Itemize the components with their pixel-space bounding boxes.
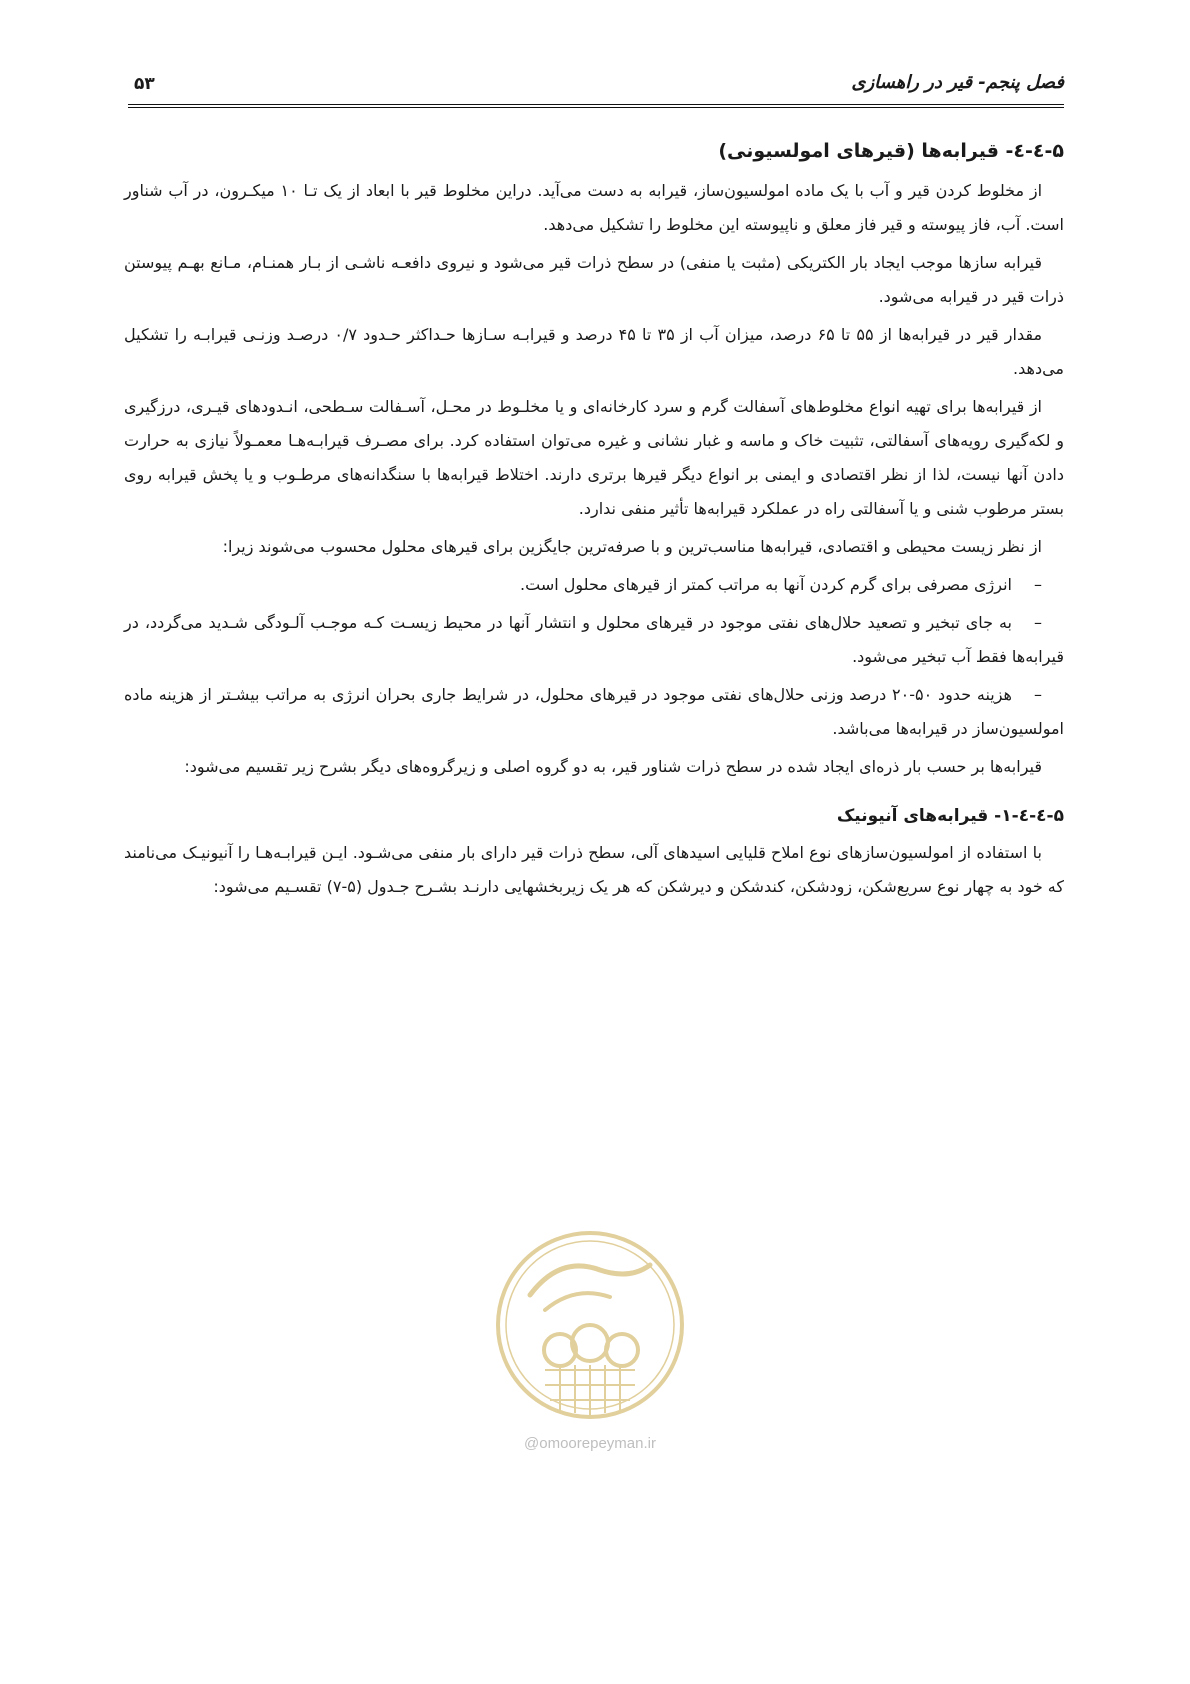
- paragraph: قیرابه سازها موجب ایجاد بار الکتریکی (مثبت یا منفی) در سطح ذرات قیر می‌شود و نیروی دافعـه ناشـی از بـار همنـام، مـانع بهـم پیوستن ذرات قیر در قیرابه می‌شود.: [124, 253, 1064, 306]
- section-heading: ۵-٤-٤- قیرابه‌ها (قیرهای امولسیونی): [718, 140, 1064, 162]
- chapter-title: فصل پنجم- قیر در راهسازی: [851, 72, 1064, 93]
- bullet-dash: –: [1034, 613, 1042, 632]
- bullet-text: انرژی مصرفی برای گرم کردن آنها به مراتب کمتر از قیرهای محلول است.: [520, 575, 1012, 594]
- watermark: [480, 1225, 700, 1452]
- subsection-heading: ۵-٤-٤-۱- قیرابه‌های آنیونیک: [836, 806, 1064, 826]
- bullet-item: [124, 606, 1064, 674]
- watermark-url: @omoorepeyman.ir: [524, 1435, 656, 1452]
- paragraph: از مخلوط کردن قیر و آب با یک ماده امولسیون‌ساز، قیرابه به دست می‌آید. دراین مخلوط قیر با ابعاد از یک تـا ۱۰ میکـرون، در آب شناور است. آب، فاز پیوسته و قیر فاز معلق و ناپیوسته این مخلوط را تشکیل می‌دهد.: [124, 181, 1064, 234]
- bullet-item: [124, 678, 1064, 746]
- page-header: [128, 64, 1064, 108]
- paragraph: مقدار قیر در قیرابه‌ها از ۵۵ تا ۶۵ درصد، میزان آب از ۳۵ تا ۴۵ درصد و قیرابـه سـازها حـداکثر حـدود ۰/۷ درصـد وزنـی قیرابـه را تشکیل می‌دهد.: [124, 325, 1064, 378]
- paragraph: از نظر زیست محیطی و اقتصادی، قیرابه‌ها مناسب‌ترین و با صرفه‌ترین جایگزین برای قیرهای محلول محسوب می‌شوند زیرا:: [222, 537, 1042, 556]
- page-content: [124, 140, 1064, 908]
- bullet-text: هزینه حدود ۵۰-۲۰ درصد وزنی حلال‌های نفتی موجود در قیرهای محلول، در شرایط جاری بحران انرژی به مراتب بیشـتر از هزینه ماده امولسیون‌ساز در قیرابه‌ها می‌باشد.: [124, 685, 1064, 738]
- subsection-paragraph: با استفاده از امولسیون‌سازهای نوع املاح قلیایی اسیدهای آلی، سطح ذرات قیر دارای بار منفی می‌شـود. ایـن قیرابـه‌هـا را آنیونیـک می‌نامند که خود به چهار نوع سریع‌شکن، زودشکن، کندشکن و دیرشکن که هر یک زیربخشهایی دارنـد بشـرح جـدول (۵-۷) تقسـیم می‌شود:: [124, 843, 1064, 896]
- bullet-dash: –: [1034, 575, 1042, 594]
- watermark-logo-icon: [490, 1225, 690, 1425]
- bullet-text: به جای تبخیر و تصعید حلال‌های نفتی موجود در قیرهای محلول و انتشار آنها در محیط زیسـت کـه موجـب آلـودگی شـدید می‌گردد، در قیرابه‌ها فقط آب تبخیر می‌شود.: [124, 613, 1064, 666]
- bullet-item: [124, 568, 1064, 602]
- page-number: ۵۳: [134, 74, 155, 94]
- bullet-dash: –: [1034, 685, 1042, 704]
- closing-paragraph: قیرابه‌ها بر حسب بار ذره‌ای ایجاد شده در سطح ذرات شناور قیر، به دو گروه اصلی و زیرگروه‌های دیگر بشرح زیر تقسیم می‌شود:: [184, 757, 1042, 776]
- paragraph: از قیرابه‌ها برای تهیه انواع مخلوط‌های آسفالت گرم و سرد کارخانه‌ای و یا مخلـوط در محـل، آسـفالت سـطحی، انـدودهای قیـری، درزگیری و لکه‌گیری رویه‌های آسفالتی، تثبیت خاک و ماسه و غبار نشانی و غیره می‌توان استفاده کرد. برای مصـرف قیرابـه‌هـا معمـولاً نیازی به حرارت دادن آنها نیست، لذا از نظر اقتصادی و ایمنی بر انواع دیگر قیرها برتری دارند. اختلاط قیرابه‌ها با سنگدانه‌های مرطـوب و یا پخش قیرابه روی بستر مرطوب شنی و یا آسفالتی راه در عملکرد قیرابه‌ها تأثیر منفی ندارد.: [124, 397, 1064, 518]
